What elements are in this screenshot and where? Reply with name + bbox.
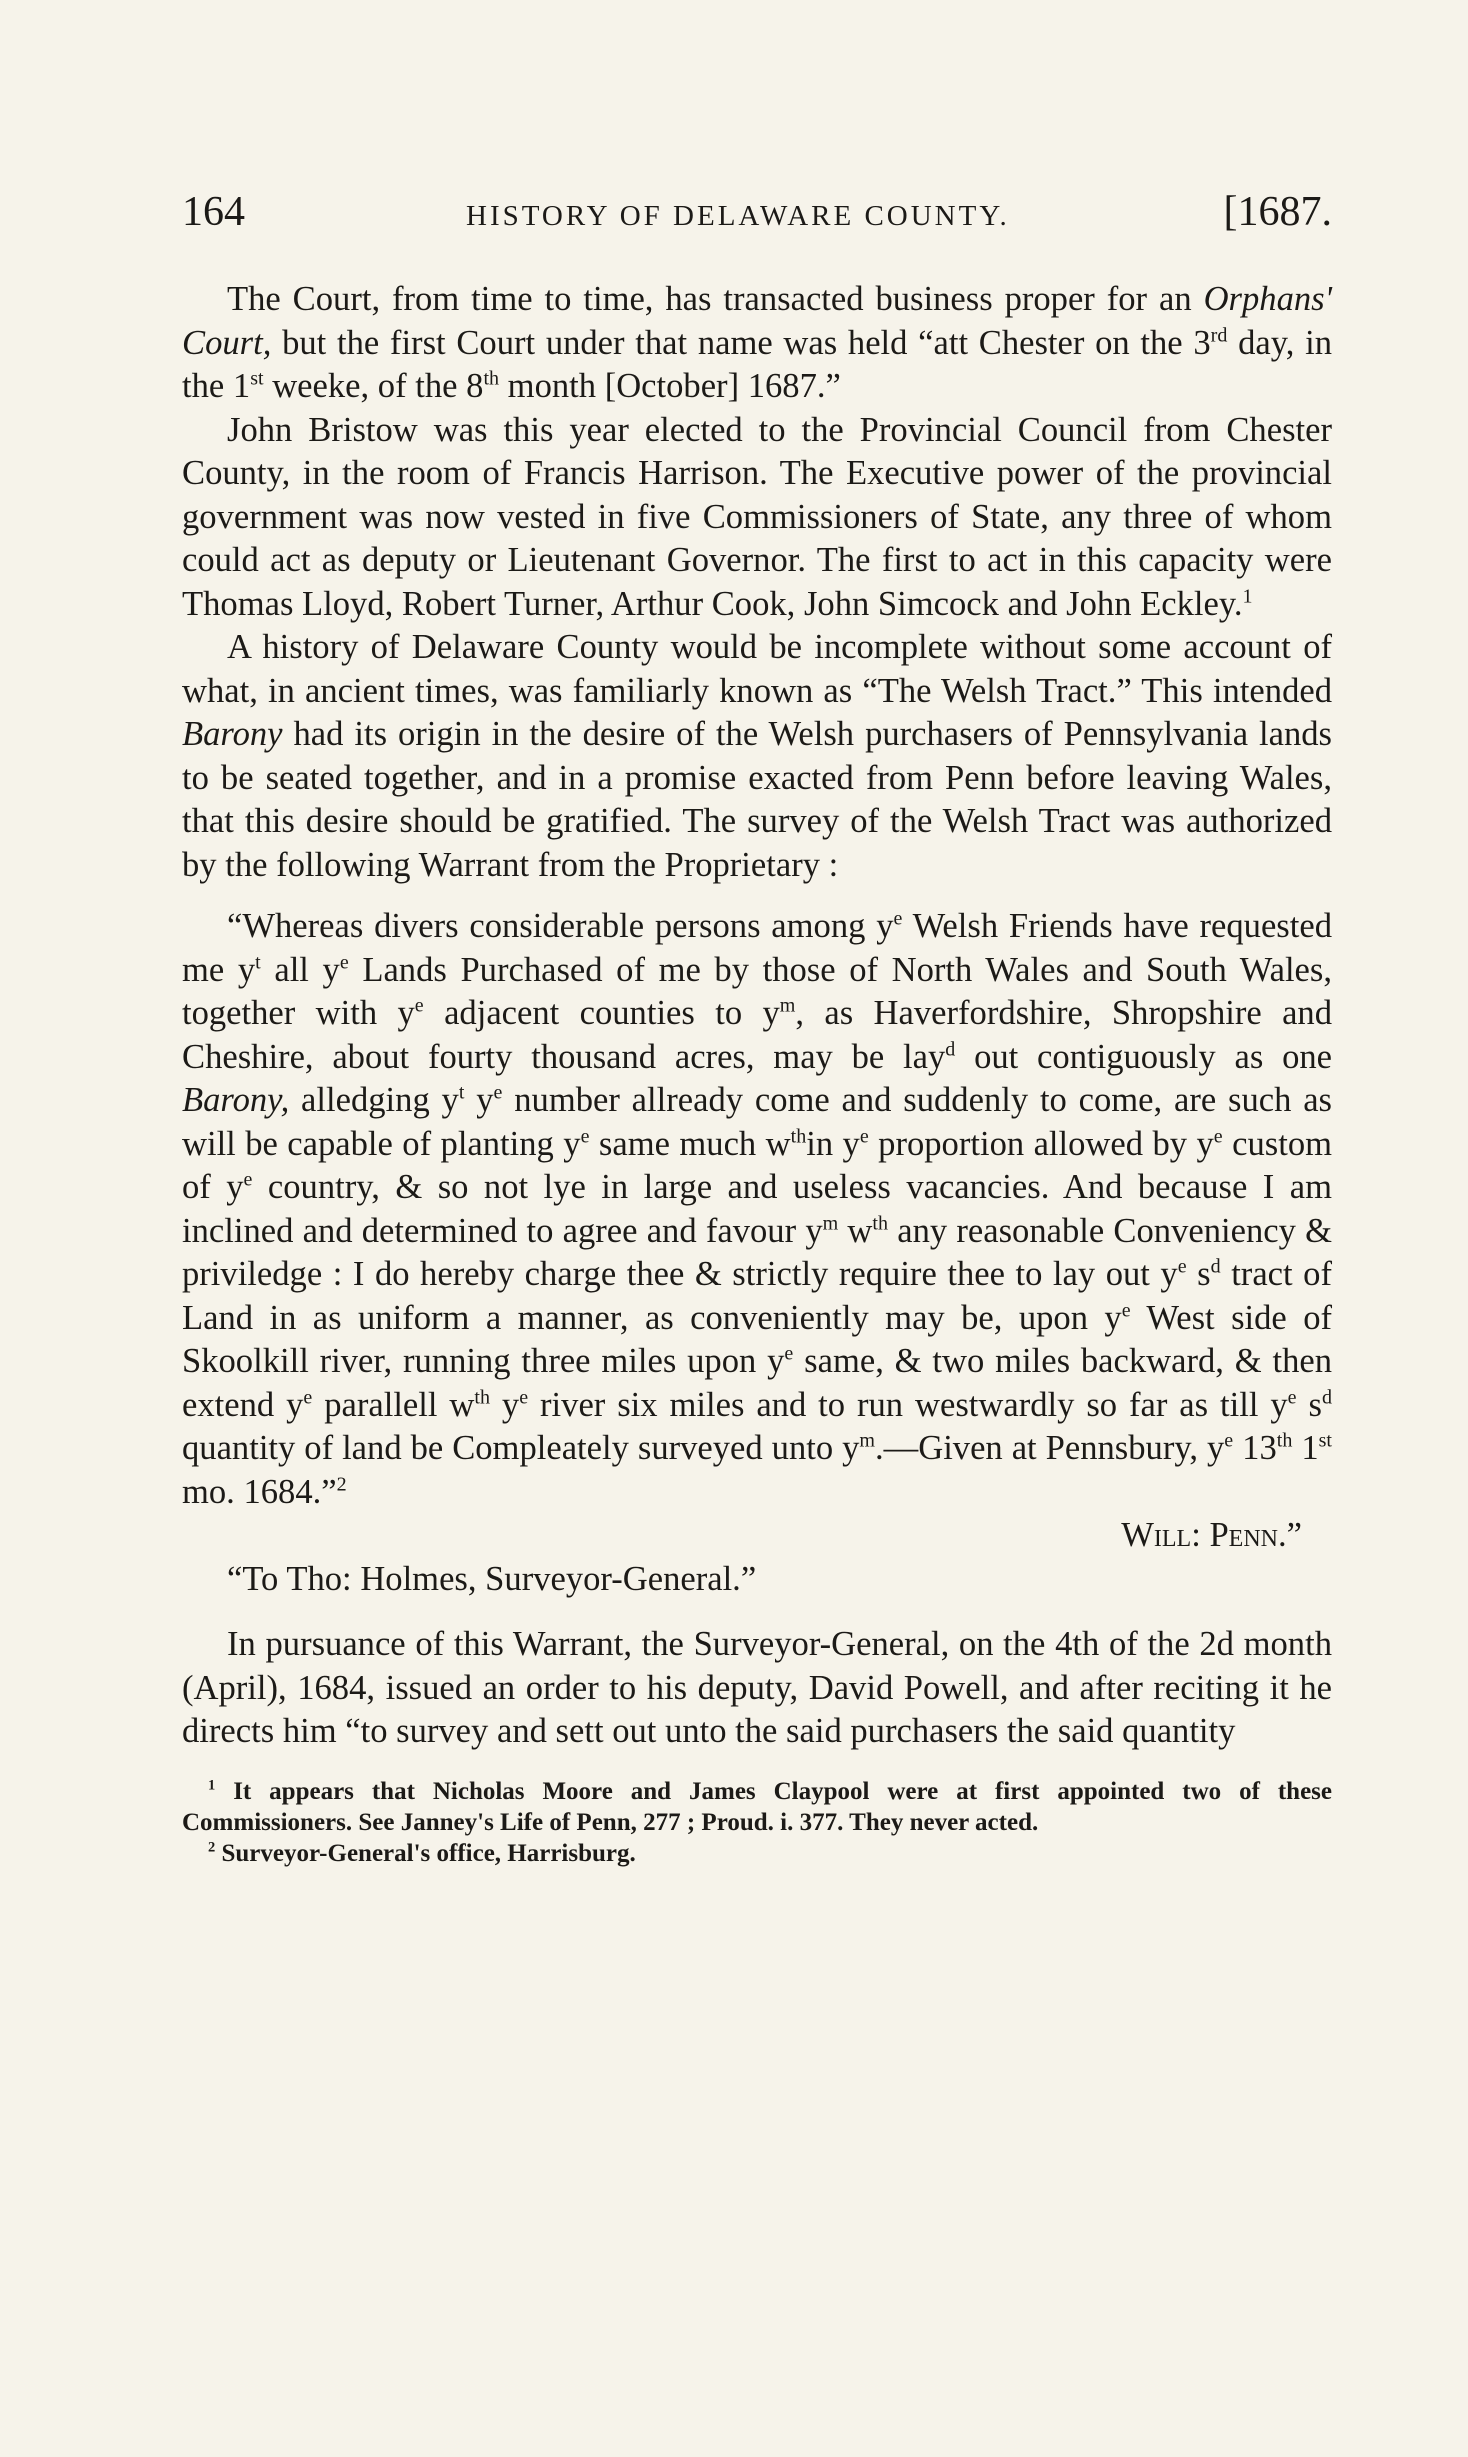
footnote-2: $^2$ Surveyor-General's office, Harrisburg. [208,1839,636,1867]
footnote-ref-2: 2 [336,1472,347,1495]
paragraph-orphans-court: The Court, from time to time, has transacted business proper for an Orphans' Court, but the first Court under that name was held “att Chester on the 3rd day, in the 1st weeke, of the 8th month [October] 1687.” [182,280,1333,405]
running-title: HISTORY OF DELAWARE COUNTY. [466,200,1010,232]
footnote-1: $^1$ It appears that Nicholas Moore and James Claypool were at first appointed two of these Commissioners. See Janney's Life of Penn, 277 ; Proud. i. 377. They never acted. [182,1777,1332,1836]
paragraph-welsh-tract: A history of Delaware County would be incomplete without some account of what, in ancient times, was familiarly known as “The Welsh Tract.” This intended Barony had its origin in the desire of the Welsh purchasers of Pennsylvania lands to be seated together, and in a promise exacted from Penn before leaving Wales, that this desire should be gratified. The survey of the Welsh Tract was authorized by the following Warrant from the Proprietary : [182,628,1332,884]
page-number: 164 [182,189,245,235]
signature: Will: Penn.” [1121,1516,1302,1554]
addressee-line: “To Tho: Holmes, Surveyor-General.” [227,1559,757,1598]
paragraph-provincial-council: John Bristow was this year elected to the Provincial Council from Chester County, in the room of Francis Harrison. The Executive power of the provincial government was now vested in five Commissioners of State, any three of whom could act as deputy or Lieutenant Governor. The first to act in this capacity were Thomas Lloyd, Robert Turner, Arthur Cook, John Simcock and John Eckley.$^1$ [182,410,1332,623]
page-header [182,188,1332,248]
paragraph-surveyor-order: In pursuance of this Warrant, the Surveyor-General, on the 4th of the 2d month (April), 1684, issued an order to his deputy, David Powell, and after reciting it he directs him “to survey and sett out unto the said purchasers the said quantity [182,1625,1332,1750]
warrant-quotation: “Whereas divers considerable persons among $y^e$ Welsh Friends have requested me $y^t$ all $y^e$ Lands Purchased of me by those of North Wales and South Wales, together with $y^e$ adjacent counties to $y^m$, as Haverfordshire, Shropshire and Cheshire, about fourty thousand acres, may be lay$^d$ out contiguously as one Barony, alledging $y^t$ $y^e$ number allready come and suddenly to come, are such as will be capable of planting $y^e$ same much $w^{th}in$ $y^e$ proportion allowed by $y^e$ custom of $y^e$ country, & so not lye in large and useless vacancies. And because I am inclined and determined to agree and favour $y^m$ $w^{th}$ any reasonable Conveniency & priviledge : I do hereby charge thee & strictly require thee to lay out $y^e$ $s^d$ tract of Land in as uniform a manner, as conveniently may be, upon $y^e$ West side of Skoolkill river, running three miles upon $y^e$ same, & two miles backward, & then extend $y^e$ parallell $w^{th}$ $y^e$ river six miles and to run westwardly so far as till $y^e$ $s^d$ quantity of land be Compleately surveyed unto $y^m.—Given$ at Pennsbury, $y^e$ 13th 1st mo. 1684.”$^2$ [182,907,1333,1511]
page-body [182,278,1332,1869]
footnote-ref-1: 1 [1242,584,1253,607]
header-year: [1687. [1223,189,1332,235]
footnotes [182,1776,1332,1869]
